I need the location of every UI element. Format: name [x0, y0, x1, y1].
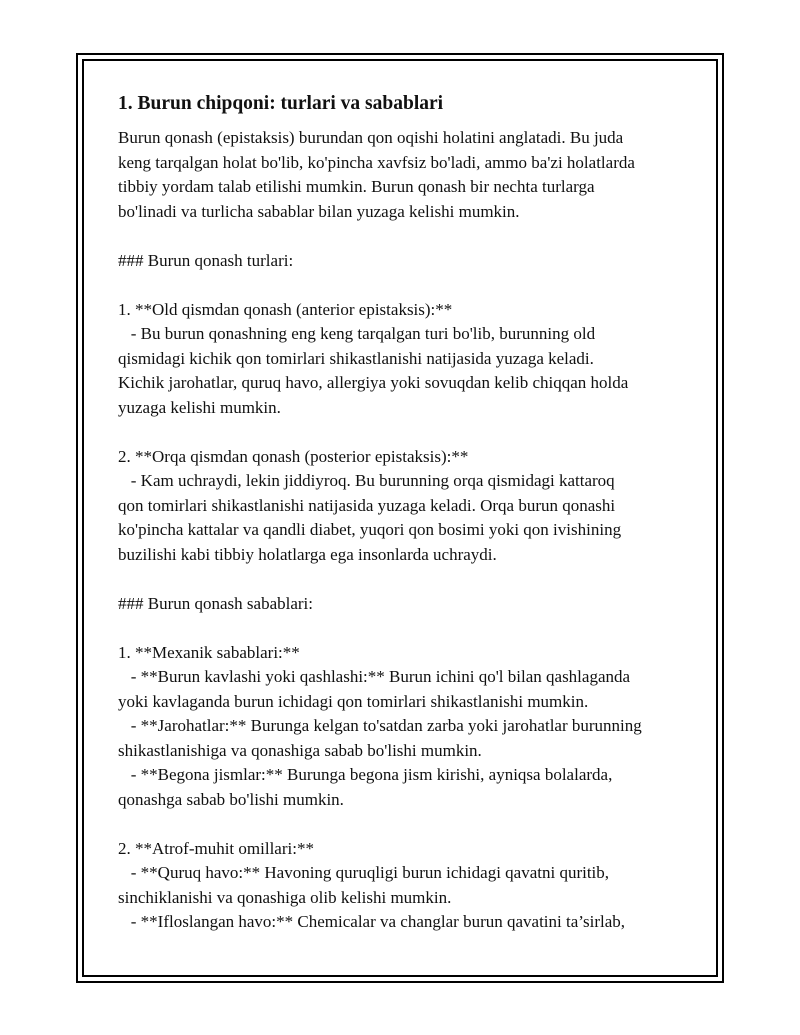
text-line: ### Burun qonash sabablari:: [118, 593, 313, 613]
text-line: yoki kavlaganda burun ichidagi qon tomirlari shikastlanishi mumkin.: [118, 691, 589, 711]
text-line: bo'linadi va turlicha sabablar bilan yuzaga kelishi mumkin.: [118, 201, 520, 221]
blank-line: [118, 224, 678, 249]
blank-line: [118, 567, 678, 592]
text-line: ### Burun qonash turlari:: [118, 250, 294, 270]
text-line: - **Ifloslangan havo:** Chemicalar va changlar burun qavatini ta’sirlab,: [118, 912, 626, 931]
text-line: shikastlanishiga va qonashiga sabab bo'lishi mumkin.: [118, 740, 482, 760]
text-line: qismidagi kichik qon tomirlari shikastlanishi natijasida yuzaga keladi.: [118, 348, 594, 368]
blank-line: [118, 812, 678, 837]
text-line: - **Quruq havo:** Havoning quruqligi burun ichidagi qavatni quritib,: [118, 863, 610, 882]
text-line: ko'pincha kattalar va qandli diabet, yuqori qon bosimi yoki qon ivishining: [118, 520, 622, 539]
text-line: qon tomirlari shikastlanishi natijasida yuzaga keladi. Orqa burun qonashi: [118, 495, 616, 515]
document-body: [118, 126, 678, 935]
text-line: 1. **Old qismdan qonash (anterior epistaksis):**: [118, 299, 453, 319]
text-line: - **Begona jismlar:** Burunga begona jism kirishi, ayniqsa bolalarda,: [118, 765, 613, 784]
text-line: Burun qonash (epistaksis) burundan qon oqishi holatini anglatadi. Bu juda: [118, 128, 624, 147]
blank-line: [118, 616, 678, 641]
text-line: yuzaga kelishi mumkin.: [118, 397, 281, 417]
text-line: sinchiklanishi va qonashiga olib kelishi mumkin.: [118, 887, 452, 907]
text-line: - Kam uchraydi, lekin jiddiyroq. Bu burunning orqa qismidagi kattaroq: [118, 471, 615, 490]
text-line: tibbiy yordam talab etilishi mumkin. Burun qonash bir nechta turlarga: [118, 177, 595, 196]
blank-line: [118, 420, 678, 445]
text-line: 2. **Atrof-muhit omillari:**: [118, 838, 314, 858]
blank-line: [118, 273, 678, 298]
text-line: - **Jarohatlar:** Burunga kelgan to'satdan zarba yoki jarohatlar burunning: [118, 716, 642, 735]
text-line: qonashga sabab bo'lishi mumkin.: [118, 789, 344, 809]
text-line: 1. **Mexanik sabablari:**: [118, 642, 300, 662]
text-line: keng tarqalgan holat bo'lib, ko'pincha xavfsiz bo'ladi, ammo ba'zi holatlarda: [118, 152, 635, 172]
document-title: 1. Burun chipqoni: turlari va sabablari: [118, 93, 444, 114]
text-line: - **Burun kavlashi yoki qashlashi:** Burun ichini qo'l bilan qashlaganda: [118, 667, 631, 686]
text-line: 2. **Orqa qismdan qonash (posterior epistaksis):**: [118, 446, 469, 466]
text-line: buzilishi kabi tibbiy holatlarga ega insonlarda uchraydi.: [118, 544, 497, 564]
text-line: - Bu burun qonashning eng keng tarqalgan turi bo'lib, burunning old: [118, 324, 596, 343]
document-content: [118, 92, 678, 935]
text-line: Kichik jarohatlar, quruq havo, allergiya yoki sovuqdan kelib chiqqan holda: [118, 373, 629, 392]
